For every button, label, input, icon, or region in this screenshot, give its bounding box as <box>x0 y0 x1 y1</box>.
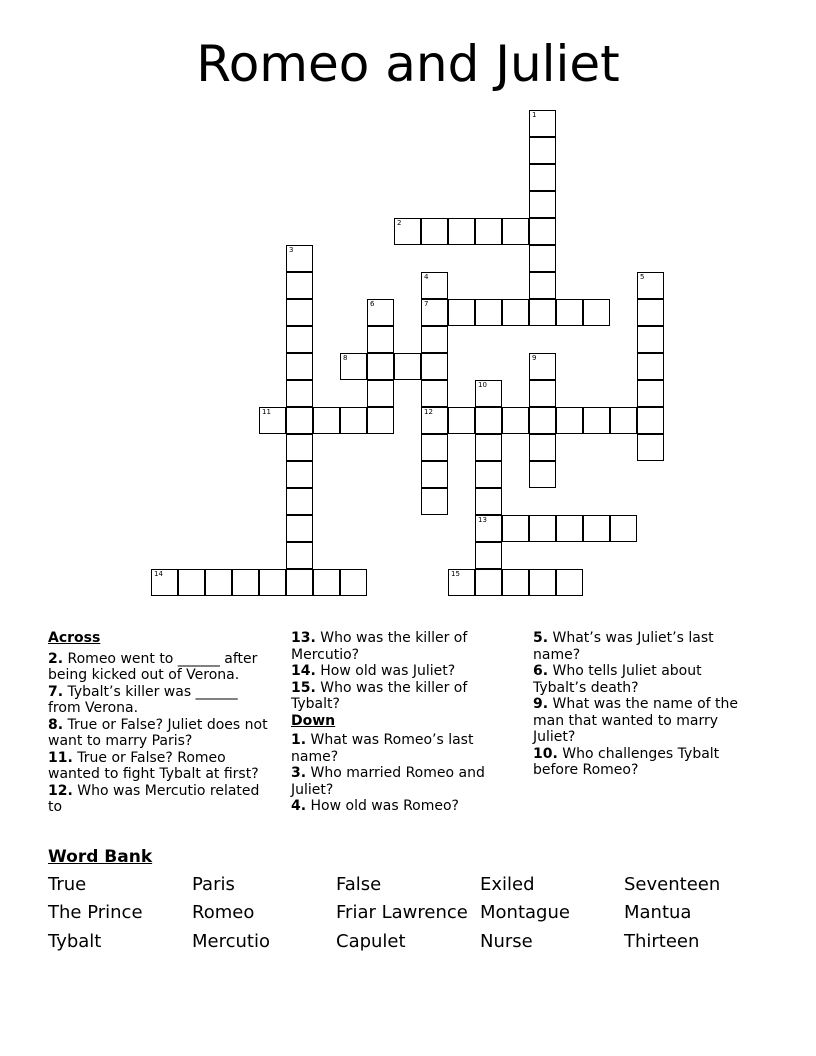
word-bank-item: Mercutio <box>192 931 270 952</box>
crossword-cell[interactable] <box>475 542 502 569</box>
crossword-cell[interactable] <box>394 218 421 245</box>
crossword-cell[interactable] <box>556 299 583 326</box>
clue-down-10: 10. Who challenges Tybalt before Romeo? <box>533 745 720 778</box>
word-bank-item: Paris <box>192 874 235 895</box>
crossword-cell[interactable] <box>637 272 664 299</box>
crossword-cell[interactable] <box>475 461 502 488</box>
clue-down-4: 4. How old was Romeo? <box>291 798 459 814</box>
crossword-cell[interactable] <box>475 380 502 407</box>
crossword-cell[interactable] <box>475 434 502 461</box>
crossword-cell[interactable] <box>529 299 556 326</box>
crossword-cell[interactable] <box>448 299 475 326</box>
word-bank-item: Mantua <box>624 902 692 923</box>
crossword-cell[interactable] <box>286 272 313 299</box>
crossword-cell[interactable] <box>529 218 556 245</box>
word-bank-item: Capulet <box>336 931 406 952</box>
crossword-cell[interactable] <box>448 218 475 245</box>
crossword-cell[interactable] <box>421 434 448 461</box>
crossword-cell[interactable] <box>286 326 313 353</box>
crossword-cell[interactable] <box>475 299 502 326</box>
crossword-cell[interactable] <box>637 326 664 353</box>
crossword-cell[interactable] <box>502 218 529 245</box>
crossword-cell[interactable] <box>583 407 610 434</box>
crossword-cell[interactable] <box>421 407 448 434</box>
clues-column-2 <box>291 630 516 815</box>
crossword-cell[interactable] <box>610 407 637 434</box>
crossword-cell[interactable] <box>421 488 448 515</box>
crossword-cell[interactable] <box>475 407 502 434</box>
across-heading: Across <box>48 630 101 646</box>
clue-across-12: 12. Who was Mercutio related to <box>48 782 260 815</box>
word-bank-title: Word Bank <box>48 847 153 867</box>
crossword-cell[interactable] <box>637 353 664 380</box>
clue-down-5: 5. What’s was Juliet’s last name? <box>533 630 714 663</box>
crossword-cell[interactable] <box>421 461 448 488</box>
word-bank-item: Romeo <box>192 902 255 923</box>
clue-across-13: 13. Who was the killer of Mercutio? <box>291 630 468 663</box>
crossword-cell[interactable] <box>637 299 664 326</box>
down-heading: Down <box>291 712 336 729</box>
crossword-cell[interactable] <box>178 569 205 596</box>
clue-across-15: 15. Who was the killer of Tybalt? <box>291 679 468 712</box>
crossword-cell[interactable] <box>286 461 313 488</box>
crossword-cell[interactable] <box>583 299 610 326</box>
crossword-cell[interactable] <box>502 515 529 542</box>
crossword-cell[interactable] <box>286 542 313 569</box>
clue-number: 12 <box>424 408 433 416</box>
crossword-cell[interactable] <box>313 407 340 434</box>
crossword-cell[interactable] <box>313 569 340 596</box>
crossword-cell[interactable] <box>286 434 313 461</box>
crossword-cell[interactable] <box>367 407 394 434</box>
crossword-cell[interactable] <box>232 569 259 596</box>
crossword-cell[interactable] <box>556 569 583 596</box>
clue-across-8: 8. True or False? Juliet does not want to marry Paris? <box>48 716 268 749</box>
clue-down-1: 1. What was Romeo’s last name? <box>291 732 474 765</box>
crossword-cell[interactable] <box>529 569 556 596</box>
clue-across-7: 7. Tybalt’s killer was ______ from Verona. <box>48 683 238 716</box>
word-bank-item: True <box>48 874 87 895</box>
clue-down-9: 9. What was the name of the man that wanted to marry Juliet? <box>533 696 739 745</box>
word-bank-item: Exiled <box>480 874 535 895</box>
crossword-cell[interactable] <box>529 164 556 191</box>
word-bank-item: Friar Lawrence <box>336 902 468 923</box>
clue-number: 10 <box>478 381 487 389</box>
crossword-cell[interactable] <box>286 488 313 515</box>
clue-across-11: 11. True or False? Romeo wanted to fight Tybalt at first? <box>48 749 259 782</box>
crossword-cell[interactable] <box>502 407 529 434</box>
crossword-cell[interactable] <box>637 380 664 407</box>
crossword-cell[interactable] <box>151 569 178 596</box>
crossword-cell[interactable] <box>421 353 448 380</box>
crossword-cell[interactable] <box>556 515 583 542</box>
clue-number: 14 <box>154 570 163 578</box>
crossword-cell[interactable] <box>340 407 367 434</box>
word-bank-item: Seventeen <box>624 874 721 895</box>
crossword-cell[interactable] <box>529 245 556 272</box>
crossword-cell[interactable] <box>421 326 448 353</box>
crossword-cell[interactable] <box>367 326 394 353</box>
crossword-cell[interactable] <box>367 299 394 326</box>
clue-number: 4 <box>424 273 429 281</box>
clue-number: 8 <box>343 354 348 362</box>
crossword-cell[interactable] <box>448 407 475 434</box>
crossword-cell[interactable] <box>529 380 556 407</box>
crossword-cell[interactable] <box>502 299 529 326</box>
clue-number: 13 <box>478 516 487 524</box>
crossword-cell[interactable] <box>286 380 313 407</box>
clue-down-6: 6. Who tells Juliet about Tybalt’s death? <box>533 663 702 696</box>
crossword-cell[interactable] <box>637 407 664 434</box>
crossword-cell[interactable] <box>529 353 556 380</box>
clue-number: 2 <box>397 219 402 227</box>
word-bank-item: False <box>336 874 382 895</box>
clue-number: 11 <box>262 408 271 416</box>
crossword-cell[interactable] <box>529 461 556 488</box>
crossword-cell[interactable] <box>637 434 664 461</box>
crossword-cell[interactable] <box>475 488 502 515</box>
clue-number: 5 <box>640 273 645 281</box>
crossword-cell[interactable] <box>421 299 448 326</box>
clue-across-2: 2. Romeo went to ______ after being kicked out of Verona. <box>48 650 258 683</box>
crossword-cell[interactable] <box>475 515 502 542</box>
crossword-cell[interactable] <box>421 380 448 407</box>
crossword-cell[interactable] <box>367 380 394 407</box>
clues-column-3 <box>533 630 758 779</box>
clue-across-14: 14. How old was Juliet? <box>291 663 456 679</box>
page-title: Romeo and Juliet <box>196 35 620 93</box>
crossword-cell[interactable] <box>448 569 475 596</box>
word-bank-item: Tybalt <box>48 931 102 952</box>
crossword-cell[interactable] <box>286 299 313 326</box>
crossword-cell[interactable] <box>286 515 313 542</box>
crossword-cell[interactable] <box>421 272 448 299</box>
crossword-cell[interactable] <box>367 353 394 380</box>
clue-number: 7 <box>424 300 429 308</box>
word-bank-item: The Prince <box>48 902 143 923</box>
clue-number: 6 <box>370 300 375 308</box>
clue-number: 9 <box>532 354 537 362</box>
clues-column-1 <box>48 630 273 816</box>
crossword-cell[interactable] <box>610 515 637 542</box>
clue-number: 1 <box>532 111 537 119</box>
word-bank-item: Montague <box>480 902 570 923</box>
crossword-cell[interactable] <box>502 569 529 596</box>
clue-down-3: 3. Who married Romeo and Juliet? <box>291 765 485 798</box>
crossword-cell[interactable] <box>529 191 556 218</box>
crossword-cell[interactable] <box>529 515 556 542</box>
crossword-cell[interactable] <box>475 218 502 245</box>
crossword-cell[interactable] <box>529 434 556 461</box>
crossword-cell[interactable] <box>259 407 286 434</box>
crossword-cell[interactable] <box>286 353 313 380</box>
crossword-cell[interactable] <box>286 569 313 596</box>
crossword-cell[interactable] <box>529 110 556 137</box>
crossword-cell[interactable] <box>529 137 556 164</box>
word-bank-item: Nurse <box>480 931 533 952</box>
crossword-cell[interactable] <box>556 407 583 434</box>
clue-number: 3 <box>289 246 294 254</box>
crossword-cell[interactable] <box>340 353 367 380</box>
crossword-cell[interactable] <box>394 353 421 380</box>
crossword-cell[interactable] <box>286 245 313 272</box>
crossword-cell[interactable] <box>421 218 448 245</box>
crossword-cell[interactable] <box>205 569 232 596</box>
word-bank-item: Thirteen <box>624 931 700 952</box>
crossword-cell[interactable] <box>583 515 610 542</box>
crossword-cell[interactable] <box>286 407 313 434</box>
crossword-cell[interactable] <box>529 272 556 299</box>
crossword-cell[interactable] <box>475 569 502 596</box>
crossword-cell[interactable] <box>340 569 367 596</box>
crossword-cell[interactable] <box>259 569 286 596</box>
crossword-cell[interactable] <box>529 407 556 434</box>
clue-number: 15 <box>451 570 460 578</box>
